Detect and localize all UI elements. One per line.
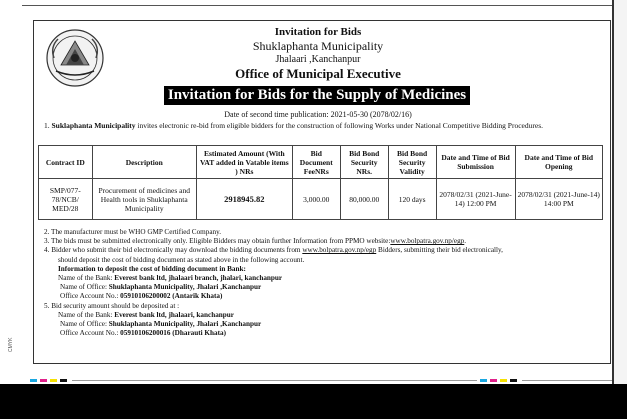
publication-date: Date of second time publication: 2021-05-30 (2078/02/16) — [224, 110, 412, 119]
page-edge — [612, 0, 614, 384]
col-estimated-amount: Estimated Amount (With VAT added in Vatable items ) NRs — [196, 146, 292, 179]
intro-paragraph — [44, 121, 599, 131]
notes-section — [44, 228, 604, 338]
cyan-swatch — [30, 379, 37, 382]
bolpatra-link[interactable]: www.bolpatra.gov.np/egp — [302, 246, 377, 255]
intro-bold: Suklaphanta Municipality — [51, 121, 136, 130]
cell-description: Procurement of medicines and Health tools in Shuklaphanta Municipality — [92, 179, 196, 220]
yellow-swatch-right — [500, 379, 507, 382]
account2-line: Office Account No.: 05910106200016 (Dharauti Khata) — [60, 329, 226, 338]
col-submission: Date and Time of Bid Submission — [436, 146, 515, 179]
notice-kicker: Invitation for Bids — [274, 26, 362, 38]
cmyk-mark: CMYK — [8, 337, 14, 352]
col-contract-id: Contract ID — [39, 146, 93, 179]
notice-banner: Invitation for Bids for the Supply of Medicines — [164, 86, 470, 105]
municipality-address: Jhalaari ,Kanchanpur — [275, 54, 361, 65]
ppmo-link[interactable]: www.bolpatra.gov.np/egp — [390, 237, 465, 246]
registration-line — [72, 380, 477, 381]
note-2: 2. The manufacturer must be WHO GMP Certified Company. — [44, 228, 222, 236]
col-security-validity: Bid Bond Security Validity — [388, 146, 436, 179]
bottom-band — [0, 384, 627, 419]
deposit-heading: Information to deposit the cost of bidding document in Bank: — [58, 264, 246, 273]
note-4: 4. Bidder who submit their bid electronically may download the bidding documents from www.bolpatra.gov.np/egp Bidders, submitting their bid electronically, — [44, 246, 503, 255]
col-description: Description — [92, 146, 196, 179]
black-swatch-right — [510, 379, 517, 382]
office-name-line: Name of Office: Shuklaphanta Municipality, Jhalari ,Kanchanpur — [60, 283, 262, 292]
cell-contract-id: SMP/077-78/NCB/ MED/28 — [39, 179, 93, 220]
col-document-fee: Bid Document FeeNRs — [292, 146, 340, 179]
magenta-swatch-right — [490, 379, 497, 382]
note-4-cont: should deposit the cost of bidding document as stated above in the following account. — [58, 255, 305, 264]
bid-table — [38, 145, 603, 220]
bank-name-line: Name of the Bank: Everest bank ltd, jhalaari branch, jhalari, kanchanpur — [58, 274, 283, 283]
note-5: 5. Bid security amount should be deposited at : — [44, 301, 180, 310]
office-name: Office of Municipal Executive — [235, 66, 401, 81]
account-line: Office Account No.: 05910106200002 (Antarik Khata) — [60, 292, 223, 301]
cell-submission: 2078/02/31 (2021-June- 14) 12:00 PM — [436, 179, 515, 220]
bank2-name-line: Name of the Bank: Everest bank ltd, jhalaari, kanchanpur — [58, 310, 234, 319]
col-bid-security: Bid Bond Security NRs. — [340, 146, 388, 179]
yellow-swatch — [50, 379, 57, 382]
office2-name-line: Name of Office: Shuklaphanta Municipality, Jhalari ,Kanchanpur — [60, 320, 262, 329]
municipality-emblem-icon — [44, 27, 106, 89]
cell-fee: 3,000.00 — [292, 179, 340, 220]
table-header-row — [39, 146, 603, 179]
magenta-swatch — [40, 379, 47, 382]
top-rule — [22, 5, 612, 6]
registration-line-right — [522, 380, 612, 381]
cell-security: 80,000.00 — [340, 179, 388, 220]
black-swatch — [60, 379, 67, 382]
cell-amount: 2918945.82 — [196, 179, 292, 220]
cell-opening: 2078/02/31 (2021-June-14) 14:00 PM — [515, 179, 602, 220]
municipality-name: Shuklaphanta Municipality — [252, 39, 384, 53]
right-margin — [614, 0, 627, 384]
note-3: 3. The bids must be submitted electronically only. Eligible Bidders may obtain further Information from PPMO website:www.bolpatra.gov.np/egp. — [44, 237, 467, 246]
intro-text: invites electronic re-bid from eligible bidders for the construction of following Works under National Competitive Bidding Procedures. — [135, 121, 543, 130]
cell-validity: 120 days — [388, 179, 436, 220]
intro-number: 1. — [44, 121, 50, 130]
table-row — [39, 179, 603, 220]
cyan-swatch-right — [480, 379, 487, 382]
col-opening: Date and Time of Bid Opening — [515, 146, 602, 179]
